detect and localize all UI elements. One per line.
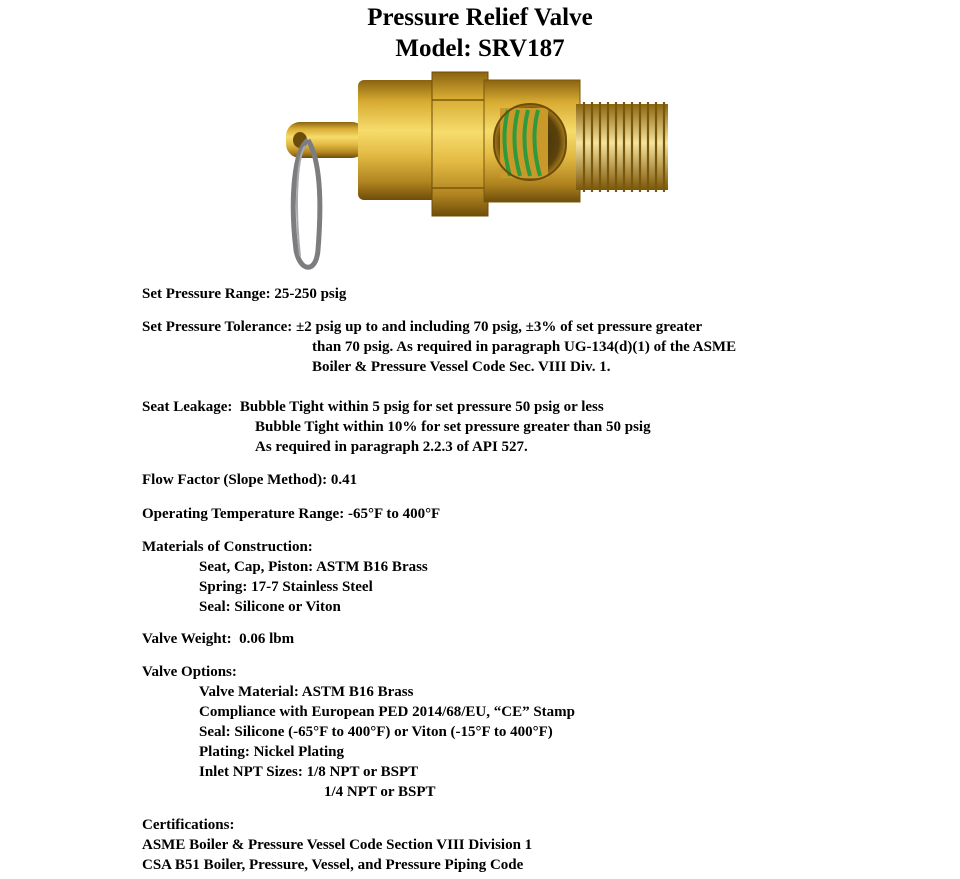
spec-seat-leakage	[142, 397, 922, 457]
spec-list-item: Seat, Cap, Piston: ASTM B16 Brass	[199, 559, 428, 575]
page-title: Pressure Relief Valve	[367, 4, 593, 31]
pull-ring-icon	[293, 140, 320, 267]
spec-label: Flow Factor (Slope Method):	[142, 472, 328, 488]
spec-flow-factor	[142, 470, 922, 490]
valve-product-image	[280, 70, 680, 282]
threaded-inlet	[576, 102, 668, 192]
spec-materials	[142, 537, 922, 617]
spec-value-line: Bubble Tight within 5 psig for set pressure 50 psig or less	[239, 399, 604, 415]
spec-label: Operating Temperature Range:	[142, 506, 345, 522]
title-block	[0, 2, 960, 64]
spec-list-item: Inlet NPT Sizes: 1/8 NPT or BSPT	[199, 764, 419, 780]
spec-label: Set Pressure Tolerance:	[142, 319, 293, 335]
spec-value: 0.41	[330, 472, 358, 488]
spec-label: Seat Leakage:	[142, 399, 233, 415]
valve-cap	[358, 80, 438, 200]
spec-set-pressure-tolerance	[142, 317, 922, 377]
spec-list-item: Spring: 17-7 Stainless Steel	[199, 579, 373, 595]
spec-valve-weight	[142, 629, 922, 649]
spec-value-line: As required in paragraph 2.2.3 of API 527.	[255, 439, 528, 455]
spec-list-item: 1/4 NPT or BSPT	[324, 784, 436, 800]
spec-list-item: Compliance with European PED 2014/68/EU, “CE” Stamp	[199, 704, 576, 720]
spec-list-item: Seal: Silicone or Viton	[199, 599, 341, 615]
spec-list	[142, 284, 922, 875]
spec-value-line: ±2 psig up to and including 70 psig, ±3% of set pressure greater	[296, 319, 703, 335]
spec-value-line: Boiler & Pressure Vessel Code Sec. VIII Div. 1.	[312, 359, 611, 375]
spec-list-item: Seal: Silicone (-65°F to 400°F) or Viton (-15°F to 400°F)	[199, 724, 553, 740]
spec-operating-temperature	[142, 504, 922, 524]
spec-value: 25-250 psig	[274, 286, 347, 302]
hex-nut	[432, 72, 488, 216]
spec-value-line: than 70 psig. As required in paragraph UG-134(d)(1) of the ASME	[312, 339, 737, 355]
vent-window	[494, 104, 566, 180]
spec-valve-options	[142, 662, 922, 802]
spec-list-item: ASME Boiler & Pressure Vessel Code Section VIII Division 1	[142, 837, 533, 853]
spec-list-item: CSA B51 Boiler, Pressure, Vessel, and Pressure Piping Code	[142, 857, 524, 873]
spec-label: Materials of Construction:	[142, 539, 313, 555]
spec-list-item: Valve Material: ASTM B16 Brass	[199, 684, 414, 700]
spec-set-pressure-range	[142, 284, 922, 304]
spec-value: -65°F to 400°F	[347, 506, 441, 522]
spec-certifications	[142, 815, 922, 875]
page-subtitle-model: Model: SRV187	[395, 35, 565, 62]
spec-label: Valve Weight:	[142, 631, 232, 647]
spec-list-item: Plating: Nickel Plating	[199, 744, 344, 760]
spec-value: 0.06 lbm	[239, 631, 295, 647]
spec-label: Certifications:	[142, 817, 235, 833]
spec-value-line: Bubble Tight within 10% for set pressure greater than 50 psig	[255, 419, 651, 435]
spec-label: Set Pressure Range:	[142, 286, 271, 302]
spec-label: Valve Options:	[142, 664, 237, 680]
